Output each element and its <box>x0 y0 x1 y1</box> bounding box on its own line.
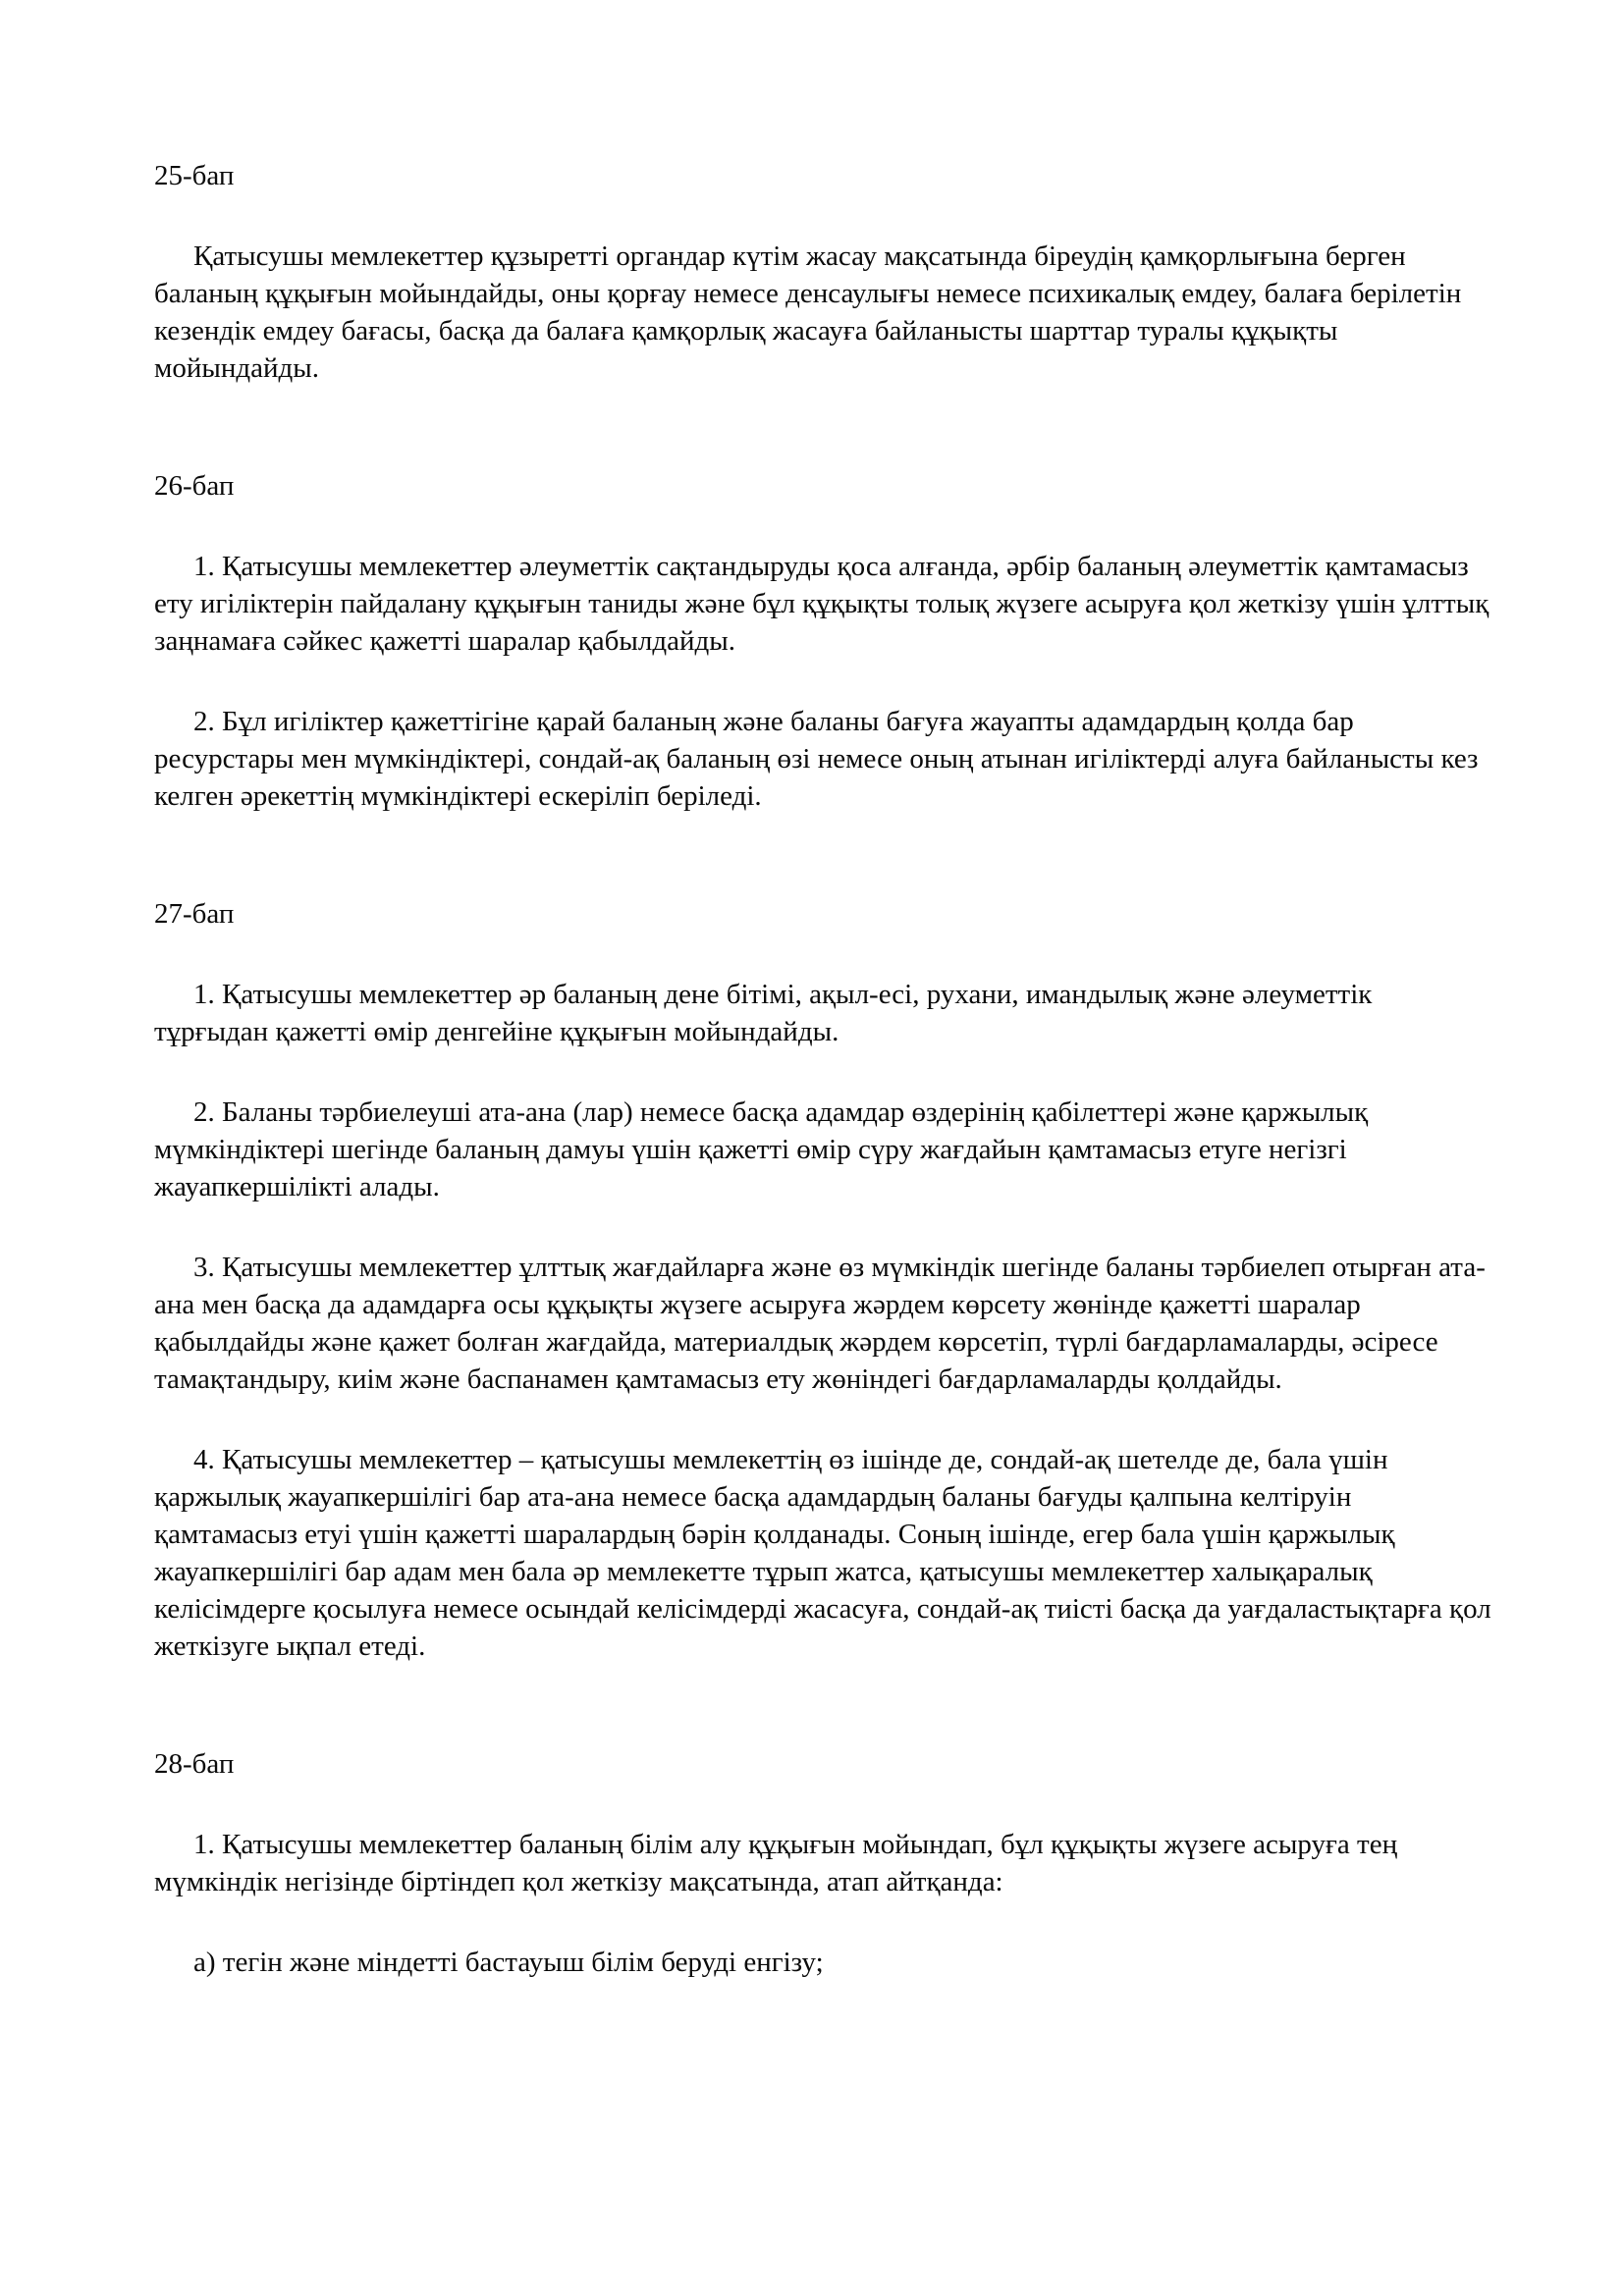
article-paragraph: Қатысушы мемлекеттер құзыретті органдар күтім жасау мақсатында біреудің қамқорлығына берген баланың құқығын мойындайды, оны қорғау немесе денсаулығы немесе психикалық емдеу, балаға берілетін кезендік емдеу бағасы, басқа да балаға қамқорлық жасауға байланысты шарттар туралы құқықты мойындайды. <box>154 240 1462 384</box>
article-paragraph: 4. Қатысушы мемлекеттер – қатысушы мемлекеттің өз ішінде де, сондай-ақ шетелде де, бала үшін қаржылық жауапкершілігі бар ата-ана немесе басқа адамдардың баланы бағуды қалпына келтіруін қамтамасыз етуі үшін қажетті шаралардың бәрін қолданады. Соның ішінде, егер бала үшін қаржылық жауапкершілігі бар адам мен бала әр мемлекетте тұрып жатса, қатысушы мемлекеттер халықаралық келісімдерге қосылуға немесе осындай келісімдерді жасасуға, сондай-ақ тиісті басқа да уағдаластықтарға қол жеткізуге ықпал етеді. <box>154 1444 1491 1662</box>
article-paragraph: 3. Қатысушы мемлекеттер ұлттық жағдайларға және өз мүмкіндік шегінде баланы тәрбиелеп отырған ата-ана мен басқа да адамдарға осы құқықты жүзеге асыруға жәрдем көрсету жөнінде қажетті шаралар қабылдайды және қажет болған жағдайда, материалдық жәрдем көрсетіп, түрлі бағдарламаларды, әсіресе тамақтандыру, киім және баспанамен қамтамасыз ету жөніндегі бағдарламаларды қолдайды. <box>154 1252 1486 1395</box>
article-list-item: а) тегін және міндетті бастауыш білім беруді енгізу; <box>193 1947 824 1978</box>
article-26 <box>154 467 1491 815</box>
article-heading: 27-бап <box>154 898 235 930</box>
article-heading: 26-бап <box>154 470 235 502</box>
article-paragraph: 2. Баланы тәрбиелеуші ата-ана (лар) немесе басқа адамдар өздерінің қабілеттері және қаржылық мүмкіндіктері шегінде баланың дамуы үшін қажетті өмір сүру жағдайын қамтамасыз етуге негізгі жауапкершілікті алады. <box>154 1096 1369 1202</box>
article-heading: 28-бап <box>154 1748 235 1780</box>
article-paragraph: 2. Бұл игіліктер қажеттігіне қарай баланың және баланы бағуға жауапты адамдардың қолда бар ресурстары мен мүмкіндіктері, сондай-ақ баланың өзі немесе оның атынан игіліктерді алуға байланысты кез келген әрекеттің мүмкіндіктері ескеріліп беріледі. <box>154 706 1479 812</box>
article-27 <box>154 895 1491 1665</box>
article-paragraph: 1. Қатысушы мемлекеттер баланың білім алу құқығын мойындап, бұл құқықты жүзеге асыруға тең мүмкіндік негізінде біртіндеп қол жеткізу мақсатында, атап айтқанда: <box>154 1829 1398 1897</box>
article-25 <box>154 157 1491 387</box>
article-heading: 25-бап <box>154 160 235 191</box>
article-paragraph: 1. Қатысушы мемлекеттер әр баланың дене бітімі, ақыл-есі, рухани, имандылық және әлеуметтік тұрғыдан қажетті өмір денгейіне құқығын мойындайды. <box>154 979 1373 1047</box>
article-28 <box>154 1745 1491 1981</box>
article-paragraph: 1. Қатысушы мемлекеттер әлеуметтік сақтандыруды қоса алғанда, әрбір баланың әлеуметтік қамтамасыз ету игіліктерін пайдалану құқығын таниды және бұл құқықты толық жүзеге асыруға қол жеткізу үшін ұлттық заңнамаға сәйкес қажетті шаралар қабылдайды. <box>154 551 1489 657</box>
